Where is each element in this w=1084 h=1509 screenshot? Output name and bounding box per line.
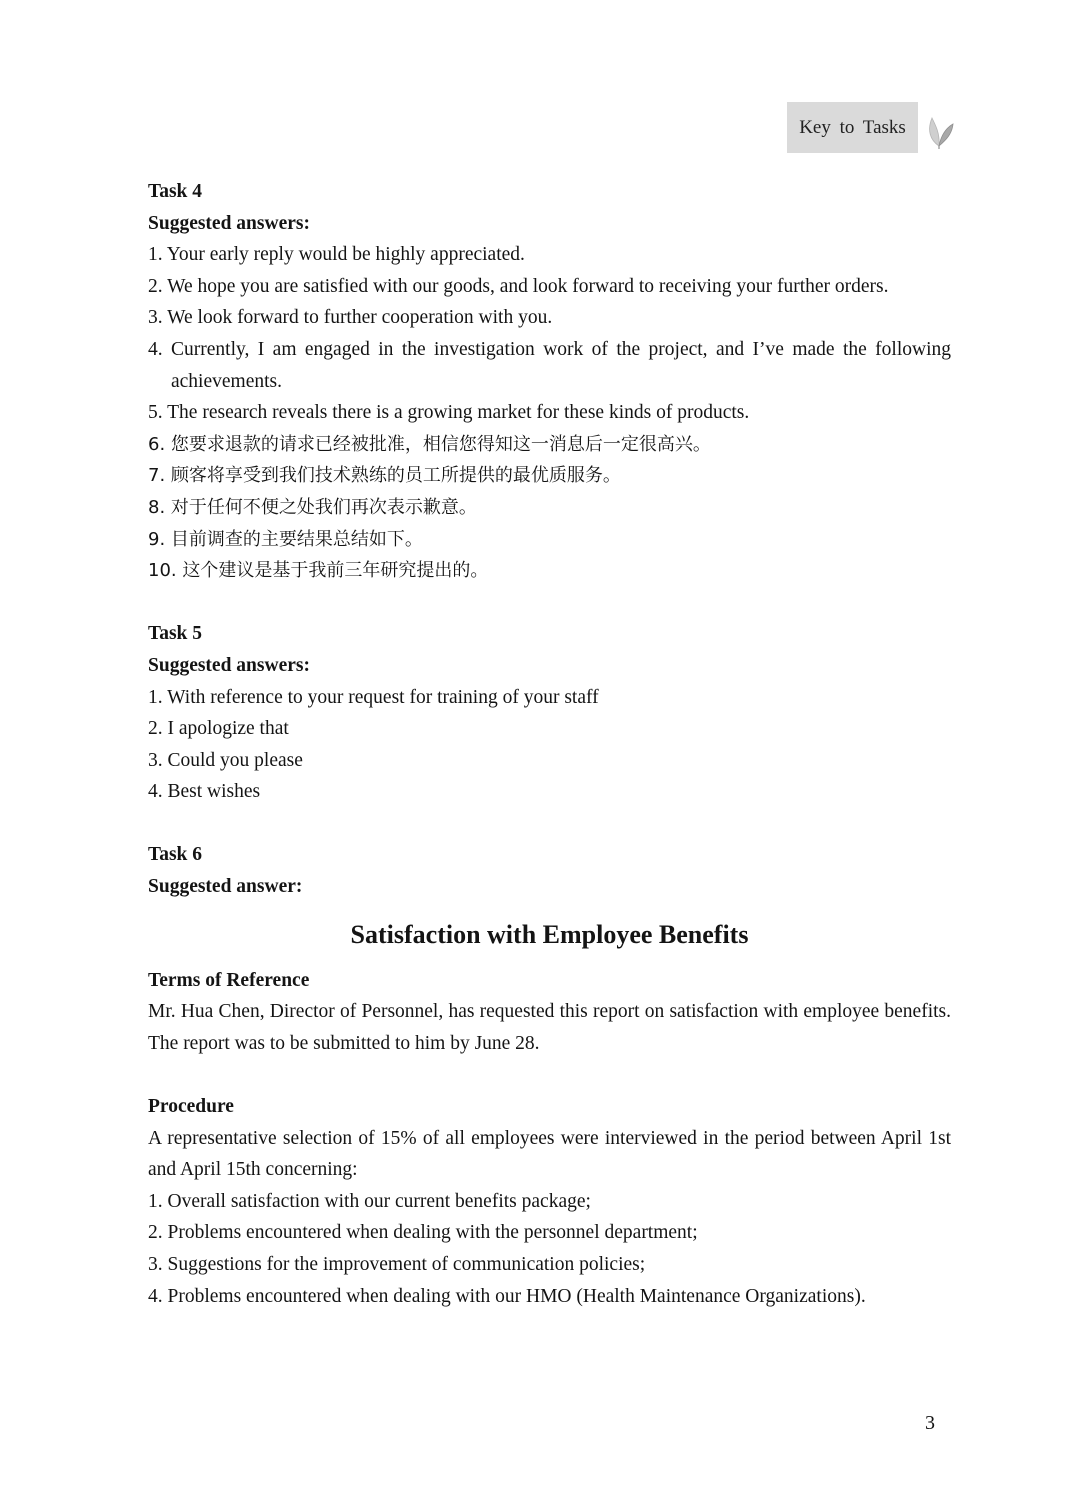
procedure-item-4: 4. Problems encountered when dealing with our HMO (Health Maintenance Organizations). (148, 1285, 866, 1307)
task4-item-9: 9. 目前调查的主要结果总结如下。 (148, 528, 423, 550)
procedure-item-2: 2. Problems encountered when dealing with the personnel department; (148, 1222, 698, 1244)
task4-heading: Task 4 (148, 181, 203, 202)
report-title: Satisfaction with Employee Benefits (350, 919, 749, 949)
task4-item-6: 6. 您要求退款的请求已经被批准，相信您得知这一消息后一定很高兴。 (148, 433, 711, 455)
leaf-icon (922, 110, 956, 150)
task4-item-10: 10. 这个建议是基于我前三年研究提出的。 (148, 560, 489, 582)
task6-subheading: Suggested answer: (148, 876, 303, 898)
task5-subheading: Suggested answers: (148, 654, 310, 676)
task4-item-1: 1. Your early reply would be highly appreciated. (148, 244, 525, 266)
task5-item-1: 1. With reference to your request for training of your staff (148, 686, 599, 708)
section-header-tab (787, 102, 918, 153)
task4-item-4: 4. Currently, I am engaged in the investigation work of the project, and I’ve made the following achievements. (148, 338, 951, 392)
task5-item-3: 3. Could you please (148, 749, 303, 771)
procedure-text: A representative selection of 15% of all employees were interviewed in the period between April 1st and April 15th concerning: (148, 1127, 951, 1181)
terms-text: Mr. Hua Chen, Director of Personnel, has requested this report on satisfaction with employee benefits. The report was to be submitted to him by June 28. (148, 1001, 951, 1054)
task5-item-2: 2. I apologize that (148, 718, 289, 740)
spacer (148, 587, 951, 619)
task4-item-5: 5. The research reveals there is a growing market for these kinds of products. (148, 402, 750, 424)
spacer (148, 808, 951, 840)
procedure-item-1: 1. Overall satisfaction with our current benefits package; (148, 1190, 591, 1212)
spacer (148, 1059, 951, 1091)
page-number: 3 (925, 1412, 935, 1434)
task4-item-7: 7. 顾客将享受到我们技术熟练的员工所提供的最优质服务。 (148, 465, 621, 487)
section-header-label: Key to Tasks (799, 116, 906, 138)
task4-subheading: Suggested answers: (148, 212, 310, 234)
procedure-item-3: 3. Suggestions for the improvement of communication policies; (148, 1254, 646, 1275)
task4-item-2: 2. We hope you are satisfied with our goods, and look forward to receiving your further orders. (148, 275, 889, 297)
task5-item-4: 4. Best wishes (148, 781, 261, 803)
procedure-heading: Procedure (148, 1096, 234, 1118)
terms-heading: Terms of Reference (148, 969, 310, 991)
task4-item-8: 8. 对于任何不便之处我们再次表示歉意。 (148, 496, 477, 518)
task4-item-3: 3. We look forward to further cooperation with you. (148, 307, 553, 329)
task6-heading: Task 6 (148, 844, 203, 866)
task5-heading: Task 5 (148, 623, 203, 645)
page-content (148, 176, 951, 1312)
